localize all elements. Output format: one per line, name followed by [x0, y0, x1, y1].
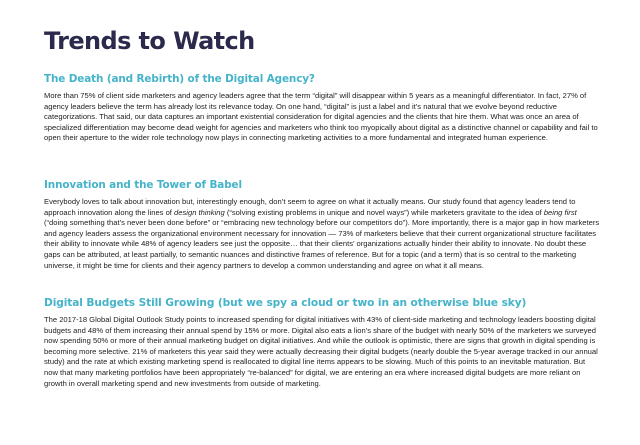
section-heading: Innovation and the Tower of Babel	[44, 179, 242, 191]
section-body: The 2017-18 Global Digital Outlook Study points to increased spending for digital initiatives with 43% of client-side marketing and technology leaders boosting digital budgets and 48% of them increasing their annual spend by 15% or more. Digital also eats a lion’s share of the budget with nearly 50% of the marketers we surveyed now spending 50% or more of their annual marketing budget on digital initiatives. And while the outlook is optimistic, there are signs that growth in digital spending is becoming more selective. 21% of marketers this year said they were actually decreasing their digital budgets (nearly double the 5-year average tracked in our annual study) and the rate at which existing marketing spend is reallocated to digital line items appears to be slowing. Much of this points to an inevitable maturation. But now that many marketing portfolios have been appropriately “re-balanced” for digital, we are entering an era where increased digital budgets are more reliant on growth in overall marketing spend and new investments from outside of marketing.	[44, 315, 598, 388]
emphasis-text: design thinking	[174, 207, 225, 217]
body-text: (“doing something that’s never been done before” or “embracing new technology before our competitors do”). More importantly, there is a major gap in how marketers and agency leaders assess the organizational environment necessary for innovation — 73% of marketers believe that their current organizational structure facilitates their ability to innovate while 48% of agency leaders see just the opposite… that their clients’ organizations actually hinder their ability to innovate. No doubt these gaps can be attributed, at least partially, to semantic nuances and distinctive frames of reference. But for a topic (and a term) that is so central to the marketing universe, it might be time for clients and their agency partners to develop a common understanding and agree on what it all means.	[44, 218, 600, 270]
section-digital-budgets	[44, 297, 600, 389]
section-innovation	[44, 179, 600, 271]
body-text: Everybody loves to talk about innovation but, interestingly enough, don’t seem to agree on what it actually means. Our study found that agency leaders tend to approach innovation along the lines of	[44, 197, 576, 217]
section-body: More than 75% of client side marketers and agency leaders agree that the term “digital” will disappear within 5 years as a meaningful differentiator. In fact, 27% of agency leaders believe the term has already lost its relevance today. On one hand, “digital” is just a label and it’s natural that we evolve beyond reductive categorizations. That said, our data captures an important existential consideration for digital agencies and the clients that hire them. What was once an area of specialized differentiation may become dead weight for agencies and marketers who think too myopically about digital as a distinctive channel or capability and fail to open their aperture to the wider role technology now plays in connecting marketing activities to a more fundamental and integrated human experience.	[44, 91, 598, 143]
body-text: (“solving existing problems in unique and novel ways”) while marketers gravitate to the idea of	[224, 207, 544, 217]
section-body	[44, 197, 600, 271]
section-heading: Digital Budgets Still Growing (but we spy a cloud or two in an otherwise blue sky)	[44, 297, 527, 309]
page-title: Trends to Watch	[44, 27, 255, 55]
section-digital-agency	[44, 73, 600, 144]
emphasis-text: being first	[543, 207, 577, 217]
section-heading: The Death (and Rebirth) of the Digital Agency?	[44, 73, 315, 85]
